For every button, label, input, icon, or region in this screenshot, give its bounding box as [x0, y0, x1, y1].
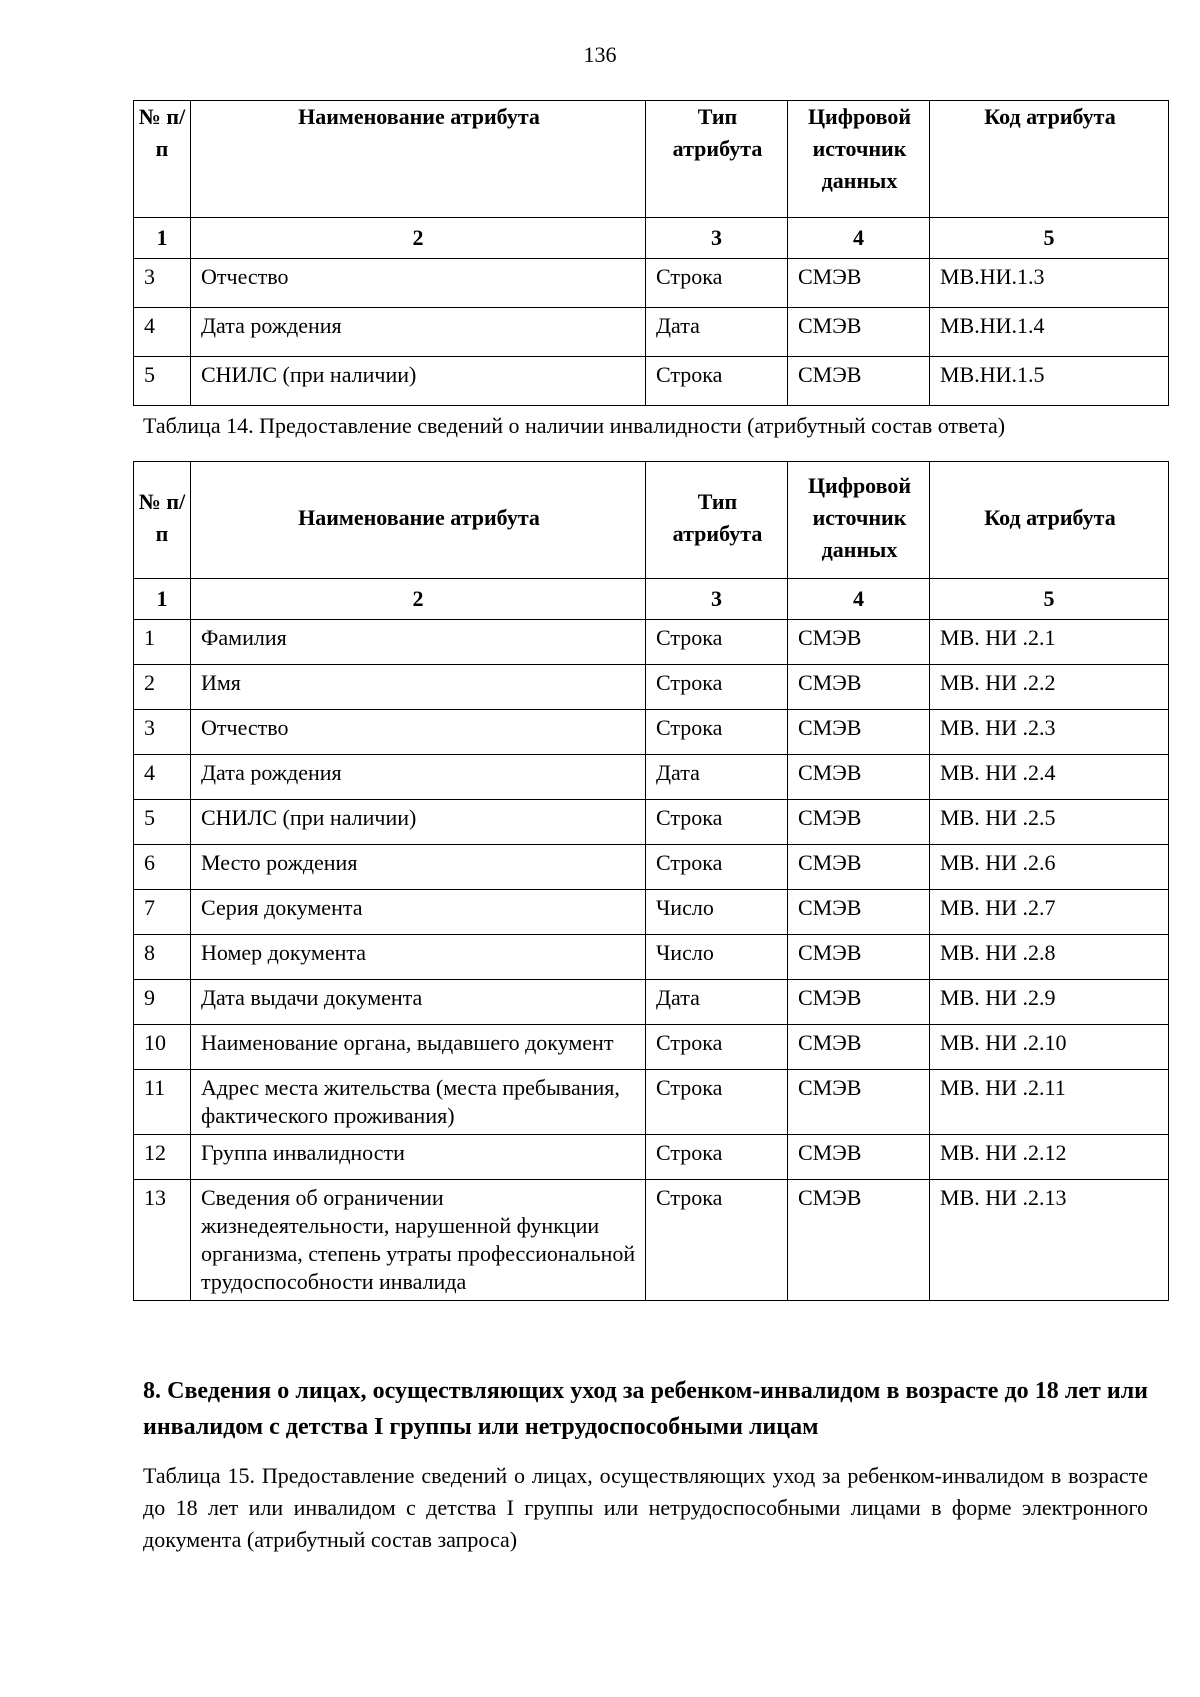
cell-name: СНИЛС (при наличии) [191, 357, 646, 406]
cell-type: Строка [646, 845, 788, 890]
cell-num: 2 [134, 665, 191, 710]
header-num: № п/п [134, 462, 191, 579]
column-number-row [134, 579, 1169, 620]
cell-name: Номер документа [191, 935, 646, 980]
cell-name: Имя [191, 665, 646, 710]
cell-source: СМЭВ [788, 755, 930, 800]
table-row [134, 755, 1169, 800]
cell-num: 5 [134, 357, 191, 406]
cell-num: 1 [134, 620, 191, 665]
column-number: 1 [134, 218, 191, 259]
cell-name: Наименование органа, выдавшего документ [191, 1025, 646, 1070]
table-row [134, 665, 1169, 710]
cell-type: Число [646, 890, 788, 935]
header-source: Цифровой источник данных [788, 101, 930, 218]
cell-source: СМЭВ [788, 890, 930, 935]
column-number-row [134, 218, 1169, 259]
cell-num: 8 [134, 935, 191, 980]
cell-source: СМЭВ [788, 620, 930, 665]
header-name: Наименование атрибута [191, 101, 646, 218]
cell-type: Строка [646, 1180, 788, 1301]
cell-source: СМЭВ [788, 1135, 930, 1180]
cell-source: СМЭВ [788, 665, 930, 710]
cell-name: Фамилия [191, 620, 646, 665]
column-number: 4 [788, 218, 930, 259]
table-header-row [134, 101, 1169, 218]
header-type: Тип атрибута [646, 101, 788, 218]
header-name: Наименование атрибута [191, 462, 646, 579]
header-code: Код атрибута [930, 101, 1169, 218]
column-number: 5 [930, 579, 1169, 620]
header-type: Тип атрибута [646, 462, 788, 579]
cell-num: 10 [134, 1025, 191, 1070]
cell-name: Дата рождения [191, 308, 646, 357]
table-row [134, 357, 1169, 406]
cell-source: СМЭВ [788, 1070, 930, 1135]
header-code: Код атрибута [930, 462, 1169, 579]
header-num: № п/п [134, 101, 191, 218]
cell-num: 13 [134, 1180, 191, 1301]
cell-code: МВ. НИ .2.5 [930, 800, 1169, 845]
cell-num: 9 [134, 980, 191, 1025]
table-14-caption: Таблица 14. Предоставление сведений о наличии инвалидности (атрибутный состав ответа) [143, 413, 1006, 438]
table-15-caption: Таблица 15. Предоставление сведений о лицах, осуществляющих уход за ребенком-инвалидом в возрасте до 18 лет или инвалидом с детства I группы или нетрудоспособными лицами в форме электронного документа (атрибутный состав запроса) [143, 1463, 1148, 1552]
cell-type: Дата [646, 308, 788, 357]
cell-num: 12 [134, 1135, 191, 1180]
cell-name: Дата выдачи документа [191, 980, 646, 1025]
cell-name: Отчество [191, 710, 646, 755]
attribute-table-14 [133, 461, 1169, 1301]
page-number: 136 [583, 42, 617, 67]
cell-source: СМЭВ [788, 710, 930, 755]
table-row [134, 259, 1169, 308]
cell-num: 3 [134, 710, 191, 755]
cell-name: Дата рождения [191, 755, 646, 800]
cell-name: Адрес места жительства (места пребывания, фактического проживания) [191, 1070, 646, 1135]
cell-num: 3 [134, 259, 191, 308]
table-header-row [134, 462, 1169, 579]
column-number: 4 [788, 579, 930, 620]
column-number: 3 [646, 218, 788, 259]
cell-num: 7 [134, 890, 191, 935]
cell-type: Строка [646, 1025, 788, 1070]
cell-type: Строка [646, 357, 788, 406]
cell-name: Место рождения [191, 845, 646, 890]
cell-num: 6 [134, 845, 191, 890]
table-row [134, 935, 1169, 980]
cell-num: 4 [134, 755, 191, 800]
cell-source: СМЭВ [788, 980, 930, 1025]
cell-name: Сведения об ограничении жизнедеятельности, нарушенной функции организма, степень утраты профессиональной трудоспособности инвалида [191, 1180, 646, 1301]
cell-code: МВ. НИ .2.11 [930, 1070, 1169, 1135]
cell-source: СМЭВ [788, 845, 930, 890]
cell-code: МВ. НИ .2.6 [930, 845, 1169, 890]
attribute-table-continued [133, 100, 1169, 406]
cell-num: 11 [134, 1070, 191, 1135]
cell-name: Серия документа [191, 890, 646, 935]
cell-code: МВ. НИ .2.10 [930, 1025, 1169, 1070]
table-row [134, 980, 1169, 1025]
table-row [134, 1180, 1169, 1301]
table-row [134, 308, 1169, 357]
column-number: 1 [134, 579, 191, 620]
section-8-heading: 8. Сведения о лицах, осуществляющих уход за ребенком-инвалидом в возрасте до 18 лет или инвалидом с детства I группы или нетрудоспособными лицам [143, 1378, 1148, 1440]
cell-code: МВ. НИ .2.8 [930, 935, 1169, 980]
cell-name: Группа инвалидности [191, 1135, 646, 1180]
column-number: 2 [191, 579, 646, 620]
cell-source: СМЭВ [788, 259, 930, 308]
cell-code: МВ.НИ.1.4 [930, 308, 1169, 357]
cell-source: СМЭВ [788, 1025, 930, 1070]
cell-code: МВ. НИ .2.4 [930, 755, 1169, 800]
header-source: Цифровой источник данных [788, 462, 930, 579]
column-number: 2 [191, 218, 646, 259]
cell-code: МВ. НИ .2.1 [930, 620, 1169, 665]
cell-source: СМЭВ [788, 800, 930, 845]
table-row [134, 620, 1169, 665]
cell-code: МВ. НИ .2.2 [930, 665, 1169, 710]
cell-name: Отчество [191, 259, 646, 308]
cell-type: Строка [646, 1070, 788, 1135]
cell-type: Строка [646, 1135, 788, 1180]
column-number: 5 [930, 218, 1169, 259]
cell-code: МВ.НИ.1.3 [930, 259, 1169, 308]
cell-code: МВ. НИ .2.9 [930, 980, 1169, 1025]
cell-code: МВ. НИ .2.3 [930, 710, 1169, 755]
cell-type: Строка [646, 710, 788, 755]
cell-code: МВ.НИ.1.5 [930, 357, 1169, 406]
table-row [134, 890, 1169, 935]
cell-type: Строка [646, 620, 788, 665]
table-row [134, 845, 1169, 890]
cell-source: СМЭВ [788, 308, 930, 357]
table-row [134, 1135, 1169, 1180]
cell-code: МВ. НИ .2.13 [930, 1180, 1169, 1301]
cell-num: 5 [134, 800, 191, 845]
cell-type: Строка [646, 665, 788, 710]
cell-type: Дата [646, 980, 788, 1025]
cell-num: 4 [134, 308, 191, 357]
table-row [134, 1070, 1169, 1135]
cell-source: СМЭВ [788, 357, 930, 406]
column-number: 3 [646, 579, 788, 620]
table-row [134, 710, 1169, 755]
cell-code: МВ. НИ .2.7 [930, 890, 1169, 935]
cell-code: МВ. НИ .2.12 [930, 1135, 1169, 1180]
cell-type: Строка [646, 259, 788, 308]
cell-type: Дата [646, 755, 788, 800]
cell-type: Строка [646, 800, 788, 845]
cell-source: СМЭВ [788, 935, 930, 980]
cell-name: СНИЛС (при наличии) [191, 800, 646, 845]
cell-source: СМЭВ [788, 1180, 930, 1301]
table-row [134, 800, 1169, 845]
cell-type: Число [646, 935, 788, 980]
table-row [134, 1025, 1169, 1070]
